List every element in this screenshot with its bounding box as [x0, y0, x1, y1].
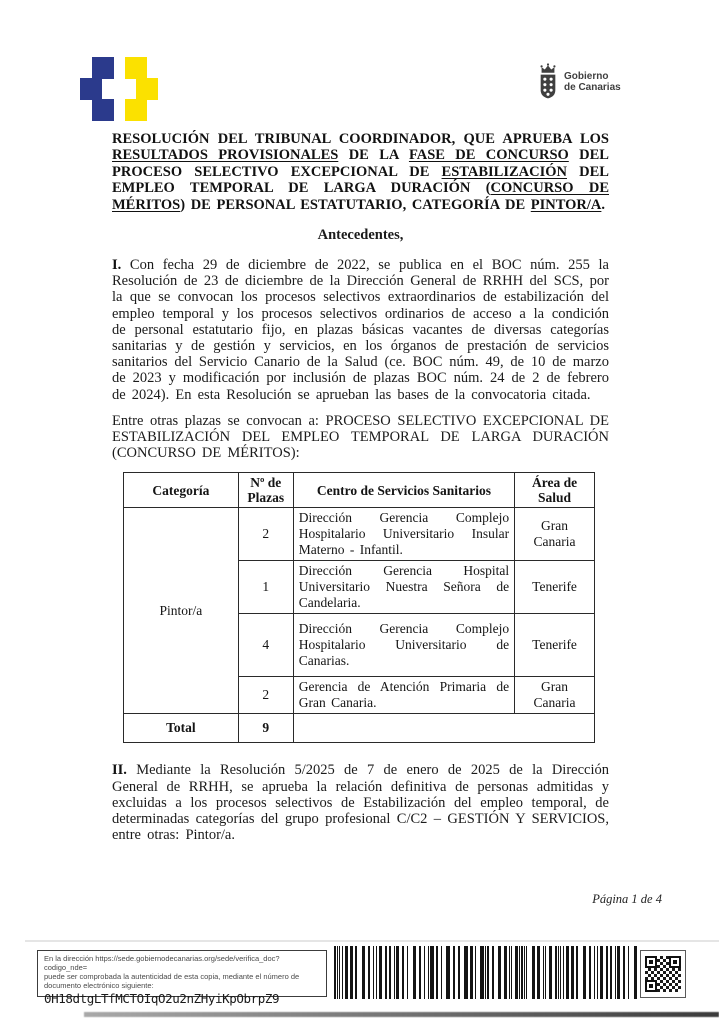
gobierno-logo-text [564, 62, 621, 93]
page-number: Página 1 de 4 [592, 892, 662, 906]
title-text: DEL PROCESO SELECTIVO EXCEPCIONAL DE [112, 147, 609, 180]
paragraph-1-text: Con fecha 29 de diciembre de 2022, se publica en el BOC núm. 255 la Resolución de 23 de diciembre de la Dirección General de RRHH del SCS, por la que se convocan los procesos selectivos extraordinarios de estabilización del empleo temporal y los procesos selectivos ordinarios de acceso a la condición de personal estatutario fijo, en plazas básicas vacantes de diversas categorías sanitarias y de gestión y servicios, en los órganos de prestación de servicios sanitarios del Servicio Canario de la Salud (ce. BOC núm. 49, de 10 de marzo de 2023 y modificación por inclusión de plazas BOC núm. 24 de 2 de febrero de 2024). En esta Resolución se aprueban las bases de la convocatoria citada. [112, 257, 609, 403]
paragraph-1-number: I. [112, 257, 122, 274]
scan-hairline [25, 940, 719, 942]
barcode-icon [334, 946, 640, 999]
page-edge-shadow [84, 1012, 719, 1017]
cell-area: Tenerife [515, 614, 595, 677]
verification-line: documento electrónico siguiente: [44, 981, 154, 990]
verification-line: En la dirección https://sede.gobiernodecanarias.org/sede/verifica_doc?codigo_nde= [44, 954, 280, 972]
qr-code-box [640, 950, 686, 998]
logo-yellow-square [125, 57, 147, 79]
title-underlined-text: RESULTADOS PROVISIONALES [112, 147, 339, 164]
gobierno-de-canarias-logo [537, 62, 621, 100]
document-body [112, 131, 609, 843]
paragraph-2-text: Mediante la Resolución 5/2025 de 7 de enero de 2025 de la Dirección General de RRHH, se aprueba la relación definitiva de personas admitidas y excluidas a los procesos selectivos de Estabilización del empleo temporal, de determinadas categorías del grupo profesional C/C2 – GESTIÓN Y SERVICIOS, entre otras: Pintor/a. [112, 762, 609, 844]
table-row [124, 508, 595, 561]
paragraph-2 [112, 762, 609, 843]
cell-area: Gran Canaria [515, 677, 595, 714]
cell-area: Tenerife [515, 561, 595, 614]
qr-code-icon [645, 956, 681, 992]
plazas-table-container [123, 472, 609, 743]
cell-plazas: 4 [238, 614, 293, 677]
header-area-salud: Área de Salud [515, 473, 595, 508]
cell-centro: Dirección Gerencia Hospital Universitario Nuestra Señora de Candelaria. [293, 561, 514, 614]
cell-centro: Gerencia de Atención Primaria de Gran Canaria. [293, 677, 514, 714]
cell-centro: Dirección Gerencia Complejo Hospitalario Universitario Insular Materno - Infantil. [293, 508, 514, 561]
logo-blue-square [92, 99, 114, 121]
qr-finder-pattern [645, 956, 657, 968]
title-underlined-text: CONCURSO DE MÉRITOS [112, 180, 609, 213]
coat-of-arms-icon [537, 62, 559, 100]
cell-total-value: 9 [238, 714, 293, 743]
cell-plazas: 1 [238, 561, 293, 614]
cell-total-label: Total [124, 714, 239, 743]
resolution-title [112, 131, 609, 213]
header-centro: Centro de Servicios Sanitarios [293, 473, 514, 508]
paragraph-entre-otras: Entre otras plazas se convocan a: PROCESO SELECTIVO EXCEPCIONAL DE ESTABILIZACIÓN DEL EMPLEO TEMPORAL DE LARGA DURACIÓN (CONCURSO DE MÉRITOS): [112, 412, 609, 462]
gobierno-word: Gobierno [564, 71, 609, 82]
logo-yellow-square [125, 99, 147, 121]
title-text: ) DE PERSONAL ESTATUTARIO, CATEGORÍA DE [180, 196, 531, 213]
title-underlined-text: FASE DE CONCURSO [408, 147, 569, 164]
verification-line: puede ser comprobada la autenticidad de esta copia, mediante el número de [44, 972, 300, 981]
empty-cell [293, 714, 594, 743]
cell-centro: Dirección Gerencia Complejo Hospitalario Universitario de Canarias. [293, 614, 514, 677]
verification-code: 0H18dtgLTfMCTOIqO2u2nZHyiKpObrpZ9 [44, 991, 280, 1006]
title-underlined-text: ESTABILIZACIÓN [441, 163, 567, 180]
table-header-row [124, 473, 595, 508]
cell-area: Gran Canaria [515, 508, 595, 561]
cell-categoria: Pintor/a [124, 508, 239, 714]
title-text: DE LA [338, 147, 409, 164]
plazas-table [123, 472, 595, 743]
verification-box [37, 950, 327, 1006]
logo-yellow-square [136, 78, 158, 100]
title-text: DEL EMPLEO TEMPORAL DE LARGA DURACIÓN ( [112, 163, 609, 197]
cell-plazas: 2 [238, 508, 293, 561]
logo-blue-square [80, 78, 102, 100]
paragraph-2-number: II. [112, 762, 127, 779]
title-text: RESOLUCIÓN DEL TRIBUNAL COORDINADOR, QUE APRUEBA LOS [112, 131, 609, 147]
title-underlined-text: PINTOR/A [530, 196, 602, 213]
header-categoria: Categoría [124, 473, 239, 508]
logo-blue-square [92, 57, 114, 79]
antecedentes-heading: Antecedentes, [317, 227, 404, 244]
title-text: . [601, 196, 606, 213]
canarias-checker-logo-icon [80, 57, 160, 123]
paragraph-1 [112, 257, 609, 403]
header-num-plazas: Nº de Plazas [238, 473, 293, 508]
de-canarias-word: de Canarias [564, 82, 621, 93]
cell-plazas: 2 [238, 677, 293, 714]
qr-finder-pattern [669, 956, 681, 968]
table-total-row [124, 714, 595, 743]
qr-finder-pattern [645, 980, 657, 992]
